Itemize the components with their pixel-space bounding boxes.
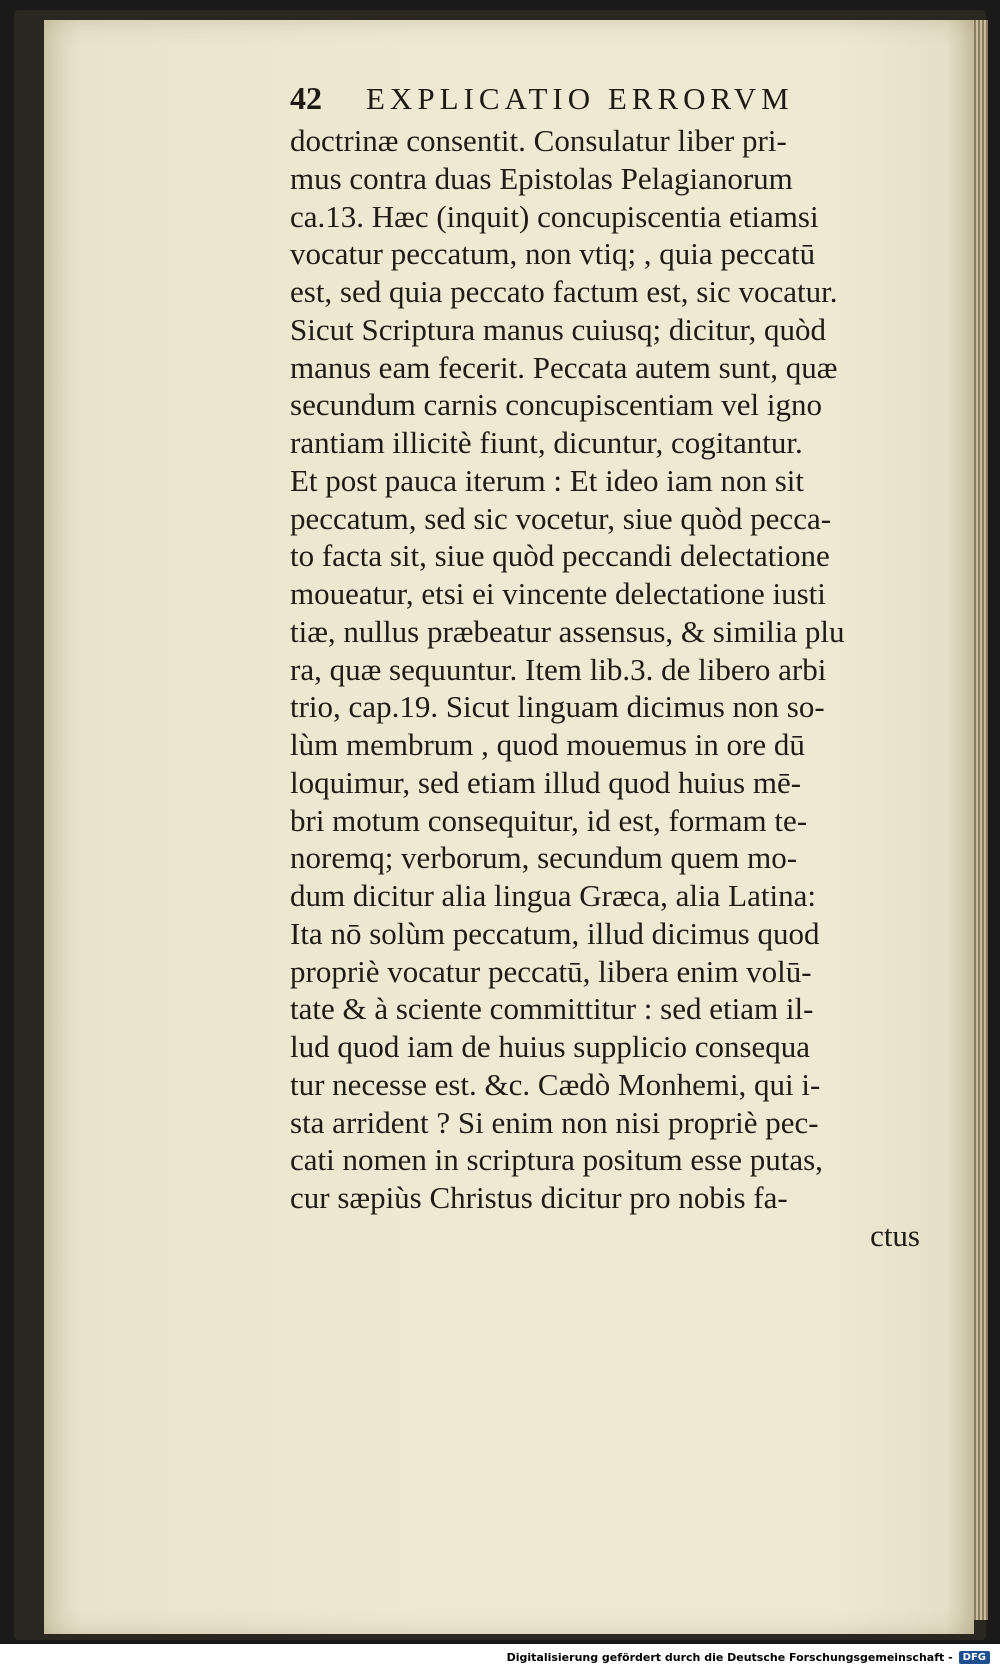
text-line: lud quod iam de huius supplicio consequa [290, 1029, 811, 1064]
text-line: mus contra duas Epistolas Pelagianorum [290, 160, 793, 196]
page-edge [974, 20, 988, 1620]
text-line: ca.13. Hæc (inquit) concupiscentia etiamsi [290, 198, 819, 234]
running-title: EXPLICATIO ERRORVM [366, 81, 794, 116]
funding-credit: Digitalisierung gefördert durch die Deutsche Forschungsgemeinschaft - [506, 1651, 953, 1664]
text-line: ra, quæ sequuntur. Item lib.3. de libero arbi [290, 651, 827, 687]
text-line: est, sed quia peccato factum est, sic vocatur. [290, 274, 838, 309]
text-line: peccatum, sed sic vocetur, siue quòd pecca- [290, 500, 832, 536]
text-line: cati nomen in scriptura positum esse putas, [290, 1142, 823, 1178]
body-text [290, 122, 930, 1255]
text-line: cur sæpiùs Christus dicitur pro nobis fa- [290, 1180, 788, 1215]
text-line: tate & à sciente committitur : sed etiam il- [290, 991, 814, 1027]
text-line: vocatur peccatum, non vtiq; , quia peccatū [290, 236, 816, 272]
text-line: Et post pauca iterum : Et ideo iam non sit [290, 462, 804, 498]
digitization-footer [0, 1644, 1000, 1671]
text-line: propriè vocatur peccatū, libera enim volū- [290, 953, 812, 989]
text-line: doctrinæ consentit. Consulatur liber pri- [290, 123, 787, 158]
text-line: manus eam fecerit. Peccata autem sunt, quæ [290, 349, 838, 385]
text-line: Ita nō solùm peccatum, illud dicimus quod [290, 915, 820, 951]
text-line: bri motum consequitur, id est, formam te- [290, 802, 808, 838]
text-line: to facta sit, siue quòd peccandi delectatione [290, 538, 830, 574]
page-header [290, 80, 910, 126]
catchword: ctus [870, 1217, 920, 1253]
text-line: loquimur, sed etiam illud quod huius mē- [290, 764, 802, 800]
text-line: sta arrident ? Si enim non nisi propriè pec- [290, 1104, 819, 1140]
text-line: tiæ, nullus præbeatur assensus, & similia plu [290, 613, 845, 649]
text-line: dum dicitur alia lingua Græca, alia Latina: [290, 878, 816, 913]
text-line: rantiam illicitè fiunt, dicuntur, cogitantur. [290, 425, 803, 460]
text-line: trio, cap.19. Sicut linguam dicimus non so- [290, 689, 825, 725]
text-line: Sicut Scriptura manus cuiusq; dicitur, quòd [290, 311, 827, 347]
text-line: noremq; verborum, secundum quem mo- [290, 840, 798, 876]
text-line: lùm membrum , quod mouemus in ore dū [290, 727, 805, 762]
text-line: moueatur, etsi ei vincente delectatione iusti [290, 576, 826, 611]
page-number: 42 [290, 80, 322, 116]
text-line: tur necesse est. &c. Cædò Monhemi, qui i- [290, 1066, 821, 1102]
dfg-logo: DFG [959, 1651, 990, 1664]
text-line: secundum carnis concupiscentiam vel igno [290, 387, 823, 423]
